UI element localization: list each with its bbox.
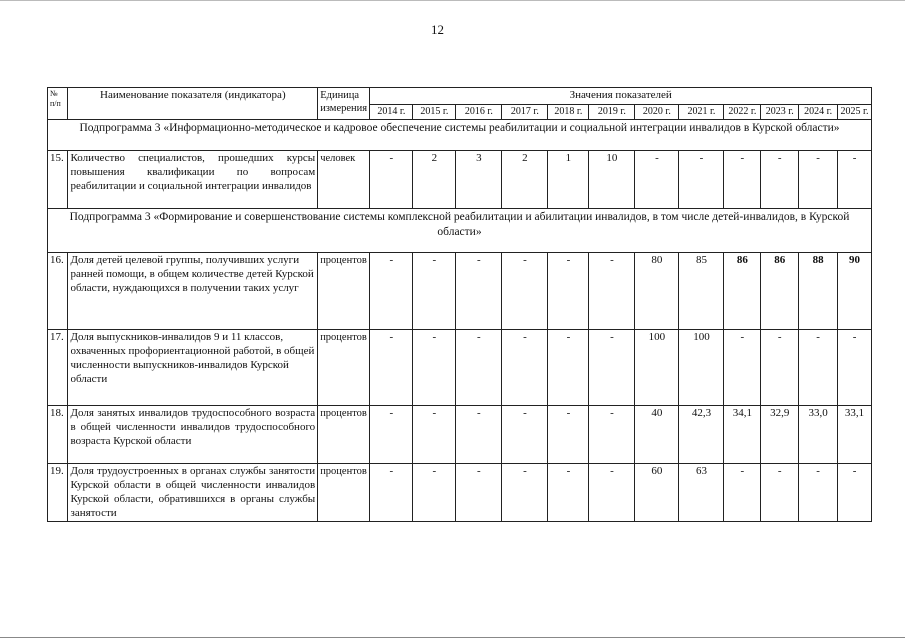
value-cell: -	[724, 330, 761, 406]
subprogram-title: Подпрограмма 3 «Формирование и совершенствование системы комплексной реабилитации и абилитации инвалидов, в том числе детей-инвалидов, в Курской области»	[48, 209, 872, 253]
value-cell: 34,1	[724, 406, 761, 464]
value-cell: 33,1	[838, 406, 872, 464]
value-cell: -	[589, 253, 635, 330]
table-row	[48, 330, 872, 406]
value-cell: -	[761, 464, 799, 522]
header-year: 2020 г.	[635, 104, 679, 120]
indicator-name: Доля выпускников-инвалидов 9 и 11 классов, охваченных профориентационной работой, в общей численности выпускников-инвалидов Курской области	[68, 330, 318, 406]
value-cell: -	[370, 464, 413, 522]
value-cell: -	[589, 330, 635, 406]
indicator-unit: процентов	[318, 406, 370, 464]
value-cell: -	[456, 253, 502, 330]
indicator-name: Количество специалистов, прошедших курсы повышения квалификации по вопросам реабилитации и социальной интеграции инвалидов	[68, 151, 318, 209]
value-cell: -	[370, 253, 413, 330]
value-cell: -	[502, 464, 548, 522]
indicator-unit: процентов	[318, 253, 370, 330]
header-year: 2021 г.	[679, 104, 724, 120]
value-cell: -	[761, 330, 799, 406]
value-cell: 3	[456, 151, 502, 209]
value-cell: 100	[635, 330, 679, 406]
value-cell: -	[502, 406, 548, 464]
value-cell: -	[724, 464, 761, 522]
value-cell: 2	[413, 151, 456, 209]
value-cell: -	[370, 406, 413, 464]
row-number: 18.	[48, 406, 68, 464]
header-year: 2016 г.	[456, 104, 502, 120]
header-unit-line1: Единица	[320, 90, 360, 101]
header-year: 2018 г.	[548, 104, 589, 120]
header-year: 2014 г.	[370, 104, 413, 120]
value-cell: -	[635, 151, 679, 209]
value-cell: 32,9	[761, 406, 799, 464]
indicator-unit: процентов	[318, 464, 370, 522]
value-cell: -	[799, 464, 838, 522]
header-year: 2015 г.	[413, 104, 456, 120]
subprogram-title: Подпрограмма 3 «Информационно-методическое и кадровое обеспечение системы реабилитации и социальной интеграции инвалидов в Курской области»	[48, 120, 872, 151]
value-cell: -	[724, 151, 761, 209]
row-number: 15.	[48, 151, 68, 209]
value-cell: -	[679, 151, 724, 209]
value-cell: -	[456, 406, 502, 464]
indicators-table	[47, 87, 872, 522]
table-row	[48, 464, 872, 522]
header-values: Значения показателей	[370, 88, 872, 105]
value-cell: -	[548, 330, 589, 406]
value-cell: 85	[679, 253, 724, 330]
indicator-unit: процентов	[318, 330, 370, 406]
value-cell: -	[413, 253, 456, 330]
header-year: 2017 г.	[502, 104, 548, 120]
table-row	[48, 151, 872, 209]
indicator-unit: человек	[318, 151, 370, 209]
value-cell: -	[548, 253, 589, 330]
value-cell: 86	[724, 253, 761, 330]
value-cell: 33,0	[799, 406, 838, 464]
value-cell: -	[413, 330, 456, 406]
row-number: 19.	[48, 464, 68, 522]
indicator-name: Доля детей целевой группы, получивших услуги ранней помощи, в общем количестве детей Курской области, нуждающихся в получении таких услуг	[68, 253, 318, 330]
value-cell: 10	[589, 151, 635, 209]
header-name: Наименование показателя (индикатора)	[68, 88, 318, 120]
header-year: 2024 г.	[799, 104, 838, 120]
value-cell: 80	[635, 253, 679, 330]
value-cell: 86	[761, 253, 799, 330]
value-cell: -	[548, 406, 589, 464]
header-unit	[318, 88, 370, 120]
page-number: 12	[431, 22, 444, 37]
row-number: 17.	[48, 330, 68, 406]
header-year: 2025 г.	[838, 104, 872, 120]
value-cell: 88	[799, 253, 838, 330]
value-cell: -	[413, 464, 456, 522]
value-cell: 90	[838, 253, 872, 330]
value-cell: -	[456, 330, 502, 406]
value-cell: -	[502, 253, 548, 330]
header-unit-line2: измерения	[320, 103, 368, 115]
value-cell: -	[799, 330, 838, 406]
bottom-rule	[0, 637, 905, 638]
indicator-name: Доля трудоустроенных в органах службы занятости Курской области в общей численности инвалидов Курской области, обратившихся в органы службы занятости	[68, 464, 318, 522]
value-cell: -	[838, 464, 872, 522]
header-year: 2023 г.	[761, 104, 799, 120]
value-cell: 2	[502, 151, 548, 209]
value-cell: 63	[679, 464, 724, 522]
header-year: 2022 г.	[724, 104, 761, 120]
value-cell: -	[589, 406, 635, 464]
value-cell: -	[370, 330, 413, 406]
row-number: 16.	[48, 253, 68, 330]
value-cell: 1	[548, 151, 589, 209]
header-year: 2019 г.	[589, 104, 635, 120]
value-cell: -	[838, 330, 872, 406]
value-cell: -	[413, 406, 456, 464]
header-num: № п/п	[48, 88, 68, 120]
table-row	[48, 253, 872, 330]
value-cell: -	[502, 330, 548, 406]
value-cell: 40	[635, 406, 679, 464]
value-cell: 60	[635, 464, 679, 522]
value-cell: 100	[679, 330, 724, 406]
value-cell: -	[370, 151, 413, 209]
top-rule	[0, 0, 905, 1]
value-cell: -	[589, 464, 635, 522]
value-cell: -	[761, 151, 799, 209]
table-row	[48, 406, 872, 464]
value-cell: 42,3	[679, 406, 724, 464]
value-cell: -	[799, 151, 838, 209]
indicator-name: Доля занятых инвалидов трудоспособного возраста в общей численности инвалидов трудоспособного возраста Курской области	[68, 406, 318, 464]
value-cell: -	[838, 151, 872, 209]
value-cell: -	[548, 464, 589, 522]
value-cell: -	[456, 464, 502, 522]
